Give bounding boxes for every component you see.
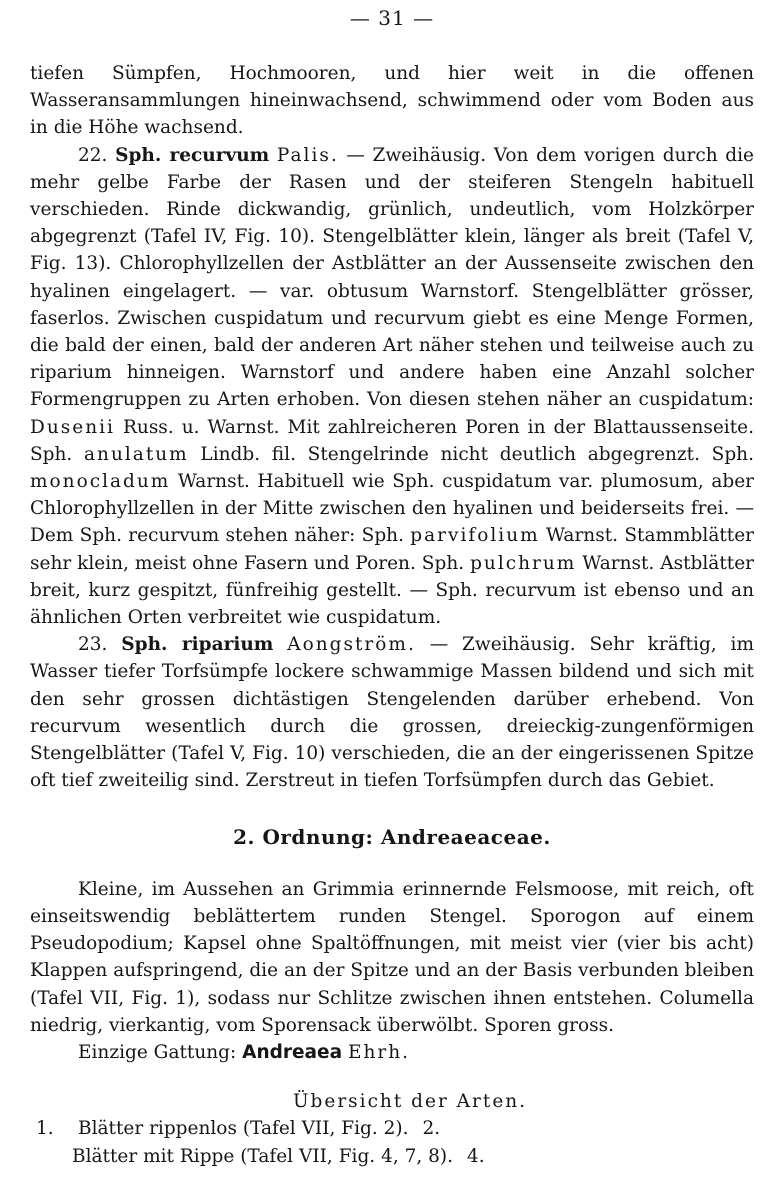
species-key [30,1115,754,1169]
species-text: Russ. u. Warnst. Mit zahlreicheren Poren in der Blattaussenseite. Sph. [30,416,754,465]
species-author: Palis. [276,144,339,166]
key-entry [30,1143,754,1170]
taxon-name: pulchrum [470,552,577,574]
genus-author: Ehrh. [347,1041,411,1063]
species-text: — Zweihäusig. Sehr kräftig, im Wasser tiefer Torfsümpfe lockere schwammige Massen bildend und sich mit den sehr grossen dichtästigen Stengelenden darüber erhebend. Von recurvum wesentlich durch die grossen, dreieckig-zungenförmigen Stengelblätter (Tafel V, Fig. 10) verschieden, die an der eingerissenen Spitze oft tief zweiteilig sind. Zerstreut in tiefen Torfsümpfen durch das Gebiet. [30,634,755,792]
section-heading: 2. Ordnung: Andreaeaceae. [233,825,551,850]
species-name: Sph. riparium [121,634,274,656]
species-author: Aongström. [287,634,416,656]
species-23-paragraph [30,631,754,794]
genus-line [30,1039,754,1066]
species-text: Lindb. fil. Stengelrinde nicht deutlich abgegrenzt. Sph. [188,443,754,465]
species-text: Warnst. Astblätter breit, kurz gespitzt, fünfreihig gestellt. — Sph. recurvum ist ebenso und an ähnlichen Orten verbreitet wie cuspidatum. [30,552,754,629]
key-text: Blätter rippenlos (Tafel VII, Fig. 2). [78,1118,409,1140]
genus-prefix: Einzige Gattung: [78,1041,243,1063]
page-number: — 31 — [349,6,435,30]
genus-name: Andreaea [242,1041,343,1063]
page-body [30,60,754,1170]
species-text: Warnst. Habituell wie Sph. cuspidatum var. plumosum, aber Chlorophyllzellen in der Mitte zwischen den hyalinen und beiderseits frei. — Dem Sph. recurvum stehen näher: Sph. [30,471,754,547]
overview-heading: Übersicht der Arten. [292,1091,528,1113]
species-number: 23. [78,634,108,656]
species-text: Warnst. Stammblätter sehr klein, meist ohne Fasern und Poren. Sph. [30,525,755,574]
order-description: Kleine, im Aussehen an Grimmia erinnernde Felsmoose, mit reich, oft einseitswendig beblättertem runden Stengel. Sporogon auf einem Pseudopodium; Kapsel ohne Spaltöffnungen, mit meist vier (vier bis acht) Klappen aufspringend, die an der Spitze und an der Basis verbunden bleiben (Tafel VII, Fig. 1), sodass nur Schlitze zwischen ihnen entstehen. Columella niedrig, vierkantig, vom Sporensack überwölbt. Sporen gross. [30,878,754,1036]
key-text: Blätter mit Rippe (Tafel VII, Fig. 4, 7, 8). [72,1145,453,1167]
species-number: 22. [78,144,108,166]
taxon-name: Dusenii [30,416,115,438]
key-number: 1. [36,1118,54,1140]
key-answer: 2. [422,1118,441,1140]
intro-paragraph: tiefen Sümpfen, Hochmooren, und hier weit in die offenen Wasseransammlungen hineinwachsend, schwimmend oder vom Boden aus in die Höhe wachsend. [30,63,754,139]
species-text: — Zweihäusig. Von dem vorigen durch die mehr gelbe Farbe der Rasen und der steiferen Stengeln habituell verschieden. Rinde dickwandig, grünlich, undeutlich, vom Holzkörper abgegrenzt (Tafel IV, Fig. 10). Stengelblätter klein, länger als breit (Tafel V, Fig. 13). Chlorophyllzellen der Astblätter an der Aussenseite zwischen den hyalinen eingelagert. — var. obtusum Warnstorf. Stengelblätter grösser, faserlos. Zwischen cuspidatum und recurvum giebt es eine Menge Formen, die bald der einen, bald der anderen Art näher stehen und teilweise auch zu riparium hinneigen. Warnstorf und andere haben eine Anzahl solcher Formengruppen zu Arten erhoben. Von diesen stehen näher an cuspidatum: [30,144,754,411]
taxon-name: anulatum [84,443,189,465]
taxon-name: parvifolium [410,525,540,547]
species-name: Sph. recurvum [115,144,270,166]
key-entry [30,1115,754,1142]
species-22-paragraph [30,142,754,632]
taxon-name: monocladum [30,471,171,493]
key-answer: 4. [466,1145,485,1167]
